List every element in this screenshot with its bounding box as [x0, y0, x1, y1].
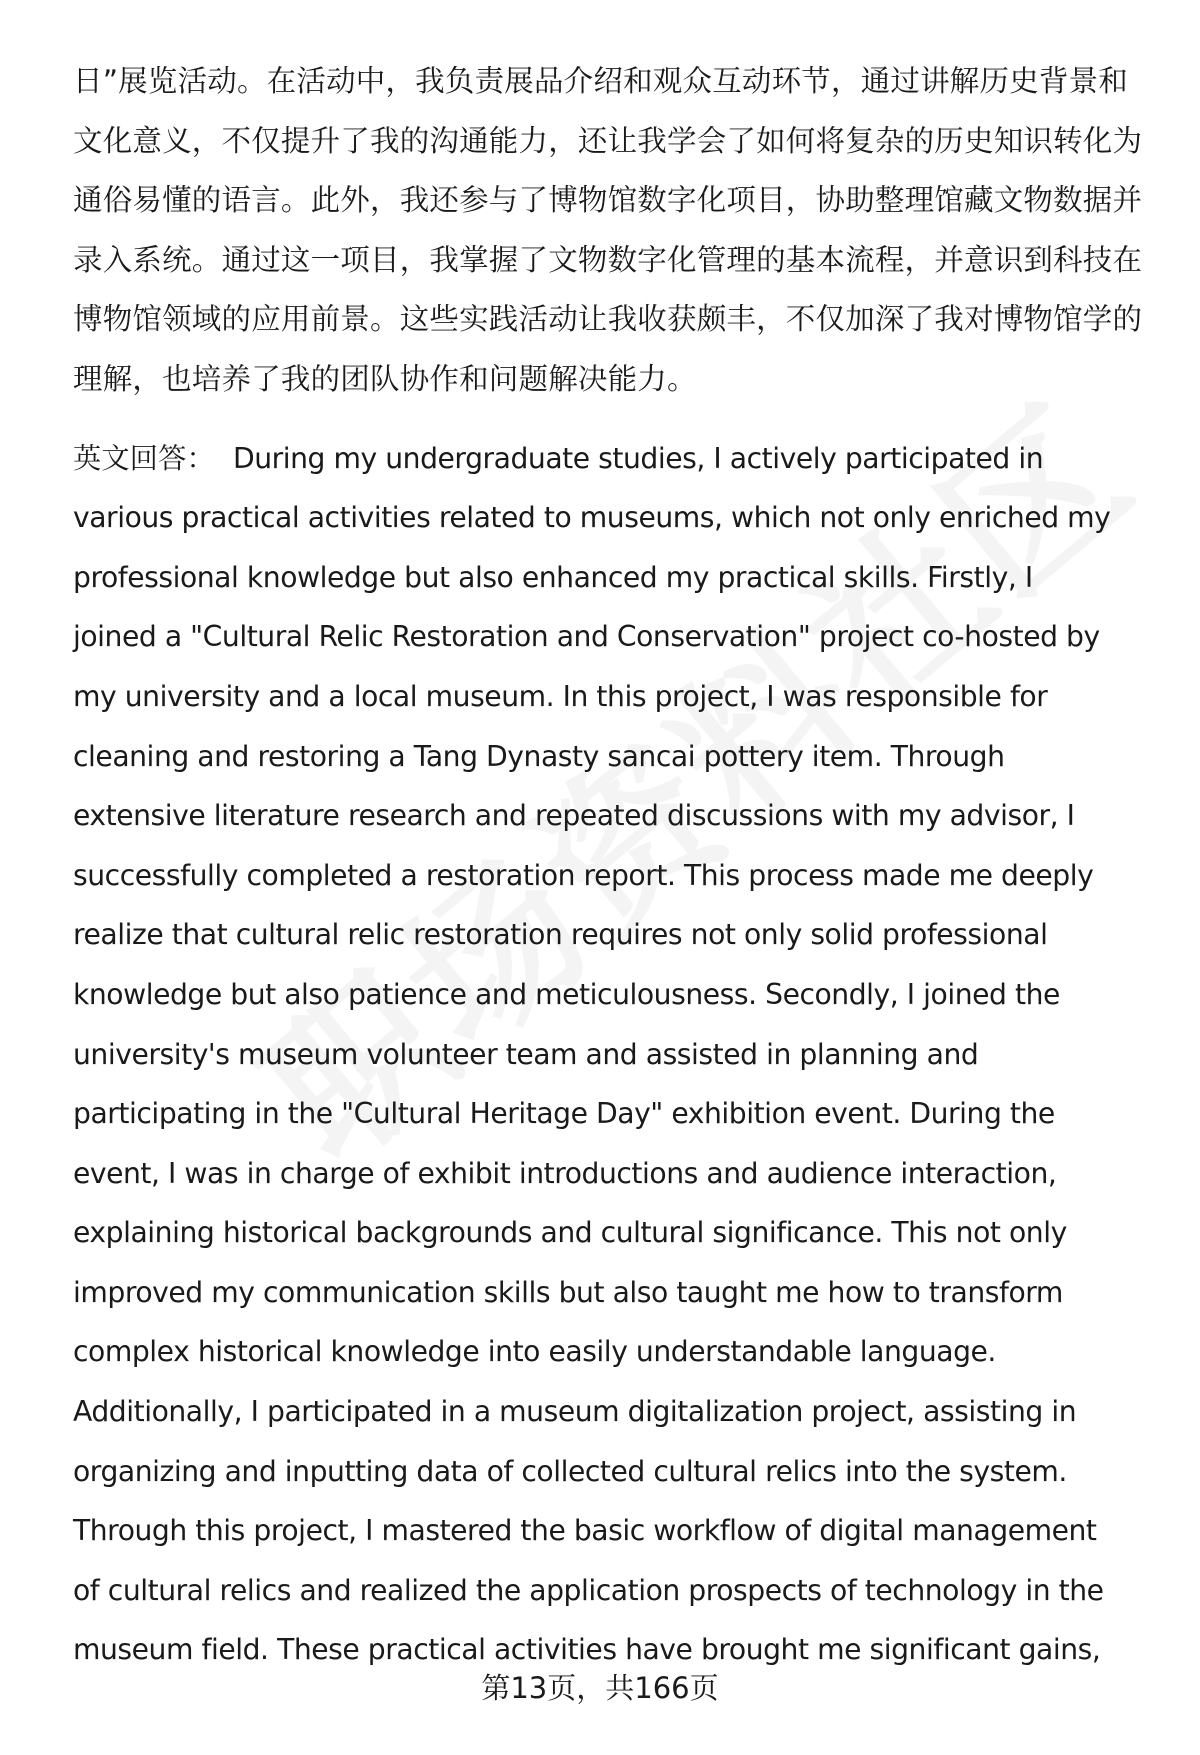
page-number-footer: 第13页，共166页 [481, 1671, 719, 1705]
english-answer-label: 英文回答： [73, 441, 215, 475]
english-paragraph-line: knowledge but also patience and meticulousness. Secondly, I joined the [73, 977, 1060, 1011]
english-paragraph-line: realize that cultural relic restoration requires not only solid professional [73, 918, 1048, 952]
english-paragraph-line: participating in the "Cultural Heritage Day" exhibition event. During the [73, 1097, 1055, 1131]
english-paragraph-line: During my undergraduate studies, I actively participated in [232, 441, 1044, 475]
english-paragraph-line: improved my communication skills but also taught me how to transform [73, 1275, 1063, 1309]
chinese-paragraph-line: 理解，也培养了我的团队协作和问题解决能力。 [73, 361, 697, 396]
english-paragraph-line: of cultural relics and realized the application prospects of technology in the [73, 1573, 1104, 1607]
english-paragraph-line: museum field. These practical activities have brought me significant gains, [73, 1633, 1101, 1667]
english-paragraph-line: complex historical knowledge into easily understandable language. [73, 1335, 996, 1369]
english-paragraph-line: my university and a local museum. In this project, I was responsible for [73, 679, 1048, 713]
english-paragraph-line: extensive literature research and repeated discussions with my advisor, I [73, 799, 1075, 833]
document-body [73, 52, 1153, 1680]
chinese-paragraph [73, 52, 1153, 410]
english-paragraph-line: professional knowledge but also enhanced my practical skills. Firstly, I [73, 560, 1033, 594]
chinese-paragraph-line: 博物馆领域的应用前景。这些实践活动让我收获颇丰，不仅加深了我对博物馆学的 [73, 302, 1143, 337]
english-answer-paragraph [73, 429, 1153, 1680]
chinese-paragraph-line: 文化意义，不仅提升了我的沟通能力，还让我学会了如何将复杂的历史知识转化为 [73, 123, 1143, 158]
english-paragraph-line: various practical activities related to museums, which not only enriched my [73, 501, 1111, 535]
chinese-paragraph-line: 日”展览活动。在活动中，我负责展品介绍和观众互动环节，通过讲解历史背景和 [73, 64, 1128, 98]
english-paragraph-line: cleaning and restoring a Tang Dynasty sancai pottery item. Through [73, 739, 1005, 773]
english-paragraph-line: Additionally, I participated in a museum digitalization project, assisting in [73, 1395, 1077, 1429]
english-paragraph-line: event, I was in charge of exhibit introductions and audience interaction, [73, 1156, 1057, 1190]
english-paragraph-first-line [73, 429, 1153, 489]
english-paragraph-line: organizing and inputting data of collected cultural relics into the system. [73, 1454, 1067, 1488]
english-paragraph-line: joined a "Cultural Relic Restoration and Conservation" project co-hosted by [73, 620, 1100, 654]
english-paragraph-line: explaining historical backgrounds and cultural significance. This not only [73, 1216, 1067, 1250]
chinese-paragraph-line: 录入系统。通过这一项目，我掌握了文物数字化管理的基本流程，并意识到科技在 [73, 242, 1143, 277]
chinese-paragraph-line: 通俗易懂的语言。此外，我还参与了博物馆数字化项目，协助整理馆藏文物数据并 [73, 183, 1143, 218]
english-paragraph-line: university's museum volunteer team and assisted in planning and [73, 1037, 979, 1071]
english-paragraph-line: Through this project, I mastered the basic workflow of digital management [73, 1514, 1097, 1548]
english-paragraph-line: successfully completed a restoration report. This process made me deeply [73, 858, 1094, 892]
